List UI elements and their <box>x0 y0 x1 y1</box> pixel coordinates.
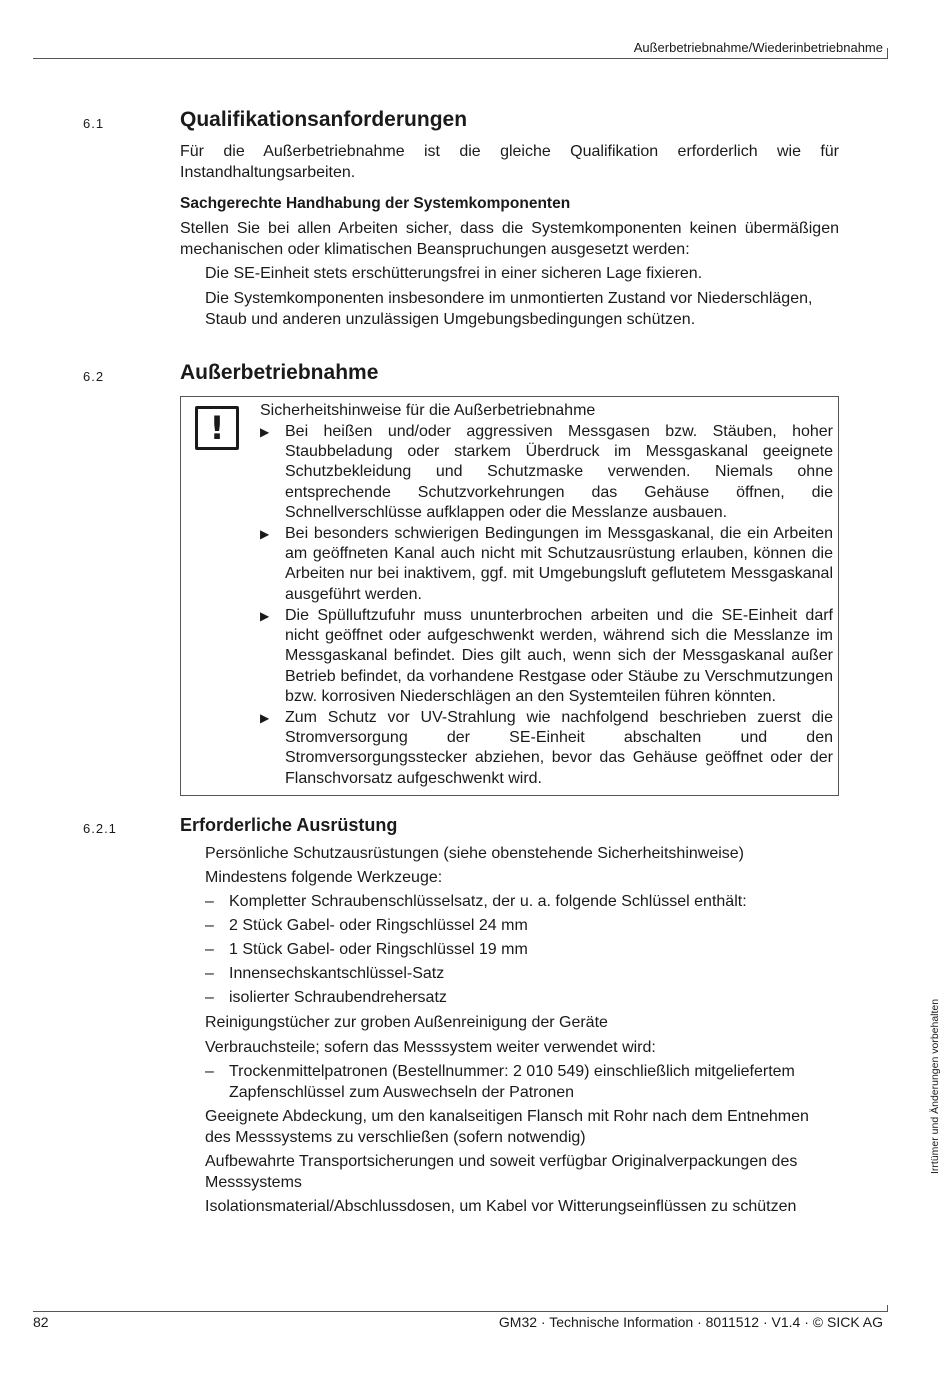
dash-bullet: – <box>205 965 214 982</box>
section-number-6-2: 6.2 <box>83 369 105 384</box>
header-rule-tick <box>887 48 888 59</box>
footer-rule-tick <box>887 1305 888 1312</box>
section-title-6-2-1: Erforderliche Ausrüstung <box>180 815 398 835</box>
triangle-bullet-icon: ▶ <box>260 527 270 541</box>
tool-item-text: Kompletter Schraubenschlüsselsatz, der u. a. folgende Schlüssel enthält: <box>229 893 747 910</box>
dash-bullet: – <box>205 1063 214 1080</box>
warning-item <box>260 524 835 606</box>
tool-item-text: isolierter Schraubendrehersatz <box>229 989 447 1006</box>
section-6-1-item: Die Systemkomponenten insbesondere im unmontierten Zustand vor Niederschlägen, Staub und anderen unzulässigen Umgebungsbedingungen schützen. <box>205 290 813 328</box>
warning-item <box>260 708 835 790</box>
section-6-1-item: Die SE-Einheit stets erschütterungsfrei in einer sicheren Lage fixieren. <box>205 265 703 282</box>
tool-item-text: 1 Stück Gabel- oder Ringschlüssel 19 mm <box>229 941 528 958</box>
equipment-item: Verbrauchsteile; sofern das Messsystem weiter verwendet wird: <box>205 1039 656 1056</box>
exclamation-icon: ! <box>195 406 239 450</box>
equipment-item: Reinigungstücher zur groben Außenreinigung der Geräte <box>205 1014 608 1031</box>
header-rule <box>33 58 888 59</box>
dash-bullet: – <box>205 989 214 1006</box>
equipment-item: Isolationsmaterial/Abschlussdosen, um Kabel vor Witterungseinflüssen zu schützen <box>205 1198 797 1215</box>
equipment-item: Persönliche Schutzausrüstungen (siehe obenstehende Sicherheitshinweise) <box>205 845 744 862</box>
warning-item <box>260 606 835 708</box>
section-6-1-intro: Für die Außerbetriebnahme ist die gleiche Qualifikation erforderlich wie für Instandhaltungsarbeiten. <box>180 143 839 181</box>
section-number-6-1: 6.1 <box>83 116 105 131</box>
footer-doc-info: GM32 · Technische Information · 8011512 · V1.4 · © SICK AG <box>498 1314 883 1330</box>
warning-title: Sicherheitshinweise für die Außerbetriebnahme <box>260 402 596 419</box>
triangle-bullet-icon: ▶ <box>260 711 270 725</box>
tool-item-text: Innensechskantschlüssel-Satz <box>229 965 445 982</box>
section-number-6-2-1: 6.2.1 <box>83 821 117 836</box>
triangle-bullet-icon: ▶ <box>260 609 270 623</box>
equipment-item: Mindestens folgende Werkzeuge: <box>205 869 443 886</box>
section-6-1-body: Stellen Sie bei allen Arbeiten sicher, dass die Systemkomponenten keinen übermäßigen mechanischen oder klimatischen Beanspruchungen ausgesetzt werden: <box>180 220 839 258</box>
tool-item-text: 2 Stück Gabel- oder Ringschlüssel 24 mm <box>229 917 528 934</box>
warning-item <box>260 422 835 524</box>
side-disclaimer: Irrtümer und Änderungen vorbehalten <box>929 998 941 1174</box>
section-title-6-1: Qualifikationsanforderungen <box>180 108 468 131</box>
warning-item-text: Zum Schutz vor UV-Strahlung wie nachfolgend beschrieben zuerst die Stromversorgung der SE-Einheit abschalten und den Stromversorgungsstecker abziehen, bevor das Gehäuse geöffnet oder der Flanschvorsatz aufgeschwenkt wird. <box>285 709 833 787</box>
warning-item-text: Die Spülluftzufuhr muss ununterbrochen arbeiten und die SE-Einheit darf nicht geöffnet oder aufgeschwenkt werden, während sich die Messlanze im Messgaskanal befindet. Dies gilt auch, wenn sich der Messgaskanal außer Betrieb befindet, da vorhandene Restgase oder Stäube zu Verschmutzungen bzw. korrosiven Niederschlägen an den Systemteilen führen könnten. <box>285 607 833 705</box>
triangle-bullet-icon: ▶ <box>260 425 270 439</box>
warning-item-text: Bei heißen und/oder aggressiven Messgasen bzw. Stäuben, hoher Staubbeladung oder starkem Überdruck im Messgaskanal geeignete Schutzbekleidung und Schutzmaske verwenden. Niemals ohne entsprechende Schutzvorkehrungen das Gehäuse öffnen, die Schnellverschlüsse aufklappen oder die Messlanze ausbauen. <box>285 423 833 521</box>
subheading-handhabung: Sachgerechte Handhabung der Systemkomponenten <box>180 195 571 212</box>
consumable-item-text: Trockenmittelpatronen (Bestellnummer: 2 010 549) einschließlich mitgeliefertem Zapfenschlüssel zum Auswechseln der Patronen <box>229 1063 795 1101</box>
dash-bullet: – <box>205 893 214 910</box>
section-title-6-2: Außerbetriebnahme <box>180 361 379 384</box>
equipment-item: Geeignete Abdeckung, um den kanalseitigen Flansch mit Rohr nach dem Entnehmen des Messsystems zu verschließen (sofern notwendig) <box>205 1108 809 1146</box>
warning-item-text: Bei besonders schwierigen Bedingungen im Messgaskanal, die ein Arbeiten am geöffneten Kanal auch nicht mit Schutzausrüstung erlauben, können die Arbeiten nur bei inaktivem, ggf. mit Umgebungsluft geflutetem Messgaskanal ausgeführt werden. <box>285 525 833 603</box>
footer-rule <box>33 1311 888 1312</box>
page-number: 82 <box>33 1314 49 1330</box>
running-header: Außerbetriebnahme/Wiederinbetriebnahme <box>633 40 883 55</box>
dash-bullet: – <box>205 917 214 934</box>
equipment-item: Aufbewahrte Transportsicherungen und soweit verfügbar Originalverpackungen des Messsystems <box>205 1153 798 1191</box>
dash-bullet: – <box>205 941 214 958</box>
